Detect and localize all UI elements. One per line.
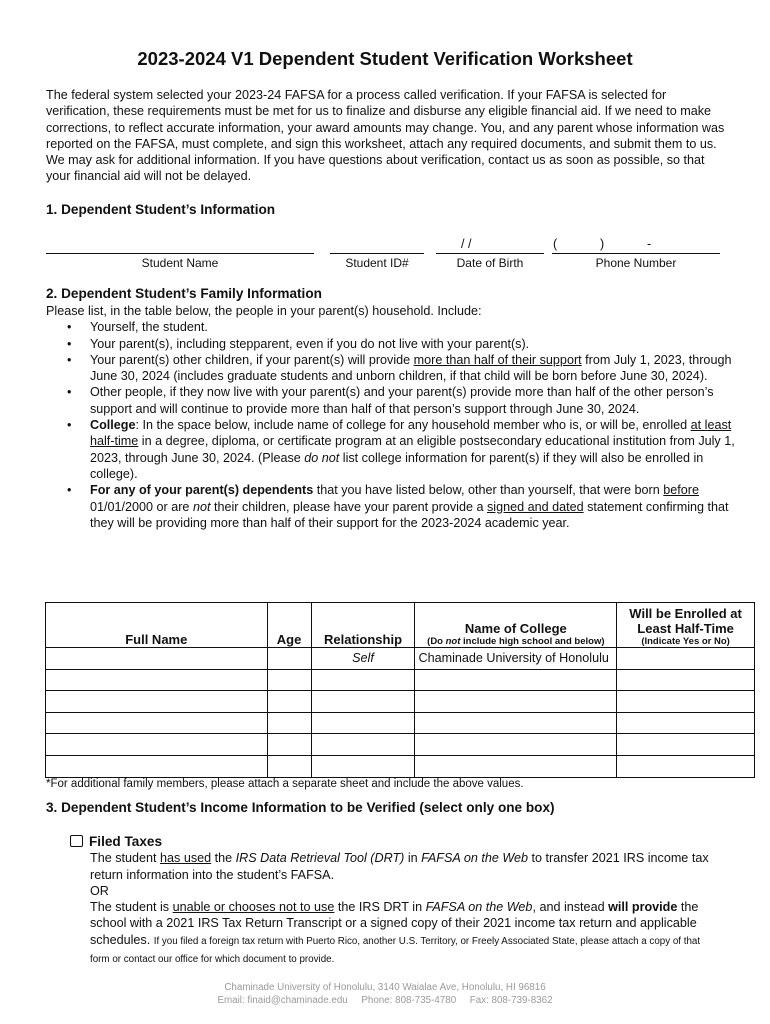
phone-mask-dash: - — [647, 237, 652, 251]
section-3-heading: 3. Dependent Student’s Income Information to be Verified (select only one box) — [46, 800, 555, 815]
family-info-lead: Please list, in the table below, the people in your parent(s) household. Include: — [46, 304, 482, 318]
footer-contact: Email: finaid@chaminade.edu Phone: 808-735-4780 Fax: 808-739-8362 — [217, 994, 553, 1006]
cell-college[interactable] — [415, 734, 617, 756]
cell-college[interactable] — [415, 712, 617, 734]
header-enrolled: Will be Enrolled at Least Half-Time (Indicate Yes or No) — [617, 603, 755, 648]
filed-taxes-label: Filed Taxes — [89, 834, 163, 849]
include-list — [46, 319, 736, 531]
phone-mask-open: ( — [553, 237, 558, 251]
or-text: OR — [90, 883, 109, 898]
family-info-instructions — [46, 303, 736, 531]
table-row — [46, 712, 755, 734]
cell-relationship[interactable] — [311, 669, 415, 691]
cell-age[interactable] — [267, 691, 311, 713]
cell-age[interactable] — [267, 648, 311, 670]
footer-address: Chaminade University of Honolulu, 3140 Waialae Ave, Honolulu, HI 96816 — [224, 982, 546, 993]
cell-full-name[interactable] — [46, 734, 268, 756]
page-footer — [0, 982, 770, 1007]
header-full-name: Full Name — [46, 603, 268, 648]
table-header-row — [46, 603, 755, 648]
filed-taxes-option — [70, 834, 710, 968]
section-1-heading: 1. Dependent Student’s Information — [46, 202, 276, 217]
intro-paragraph: The federal system selected your 2023-24 FAFSA for a process called verification. If your FAFSA is selected for verification, these requirements must be met for us to finalize and disburse any eligible financial aid. If we need to make corrections, to reflect accurate information, your award amounts may change. You, and any parent whose information was reported on the FAFSA, must complete, and sign this worksheet, attach any required documents, and submit them to us. We may ask for additional information. If you have questions about verification, contact us as soon as possible, so that your financial aid will not be delayed. — [46, 88, 725, 184]
cell-relationship[interactable] — [311, 712, 415, 734]
household-table — [45, 602, 755, 778]
student-id-field[interactable] — [330, 237, 424, 270]
foreign-tax-note: If you filed a foreign tax return with Puerto Rico, another U.S. Territory, or Freely Associated State, please attach a copy of that form or contact our office for which document to provide. — [90, 935, 701, 966]
cell-college[interactable] — [415, 755, 617, 777]
cell-enrolled[interactable] — [617, 648, 755, 670]
cell-full-name[interactable] — [46, 648, 268, 670]
cell-enrolled[interactable] — [617, 669, 755, 691]
phone-number-caption: Phone Number — [595, 256, 677, 270]
header-age: Age — [267, 603, 311, 648]
table-row — [46, 755, 755, 777]
cell-relationship[interactable] — [311, 691, 415, 713]
cell-college[interactable] — [415, 669, 617, 691]
cell-enrolled[interactable] — [617, 734, 755, 756]
cell-full-name[interactable] — [46, 691, 268, 713]
cell-enrolled[interactable] — [617, 691, 755, 713]
list-item: • Yourself, the student. — [67, 320, 208, 335]
student-id-caption: Student ID# — [345, 256, 409, 270]
filed-taxes-text-2: The student is unable or chooses not to use the IRS DRT in FAFSA on the Web, and instead will provide the school with a 2021 IRS Tax Return Transcript or a signed copy of their 2021 income tax return and applicable schedules. If you filed a foreign tax return with Puerto Rico, another U.S. Territory, or Freely Associated State, please attach a copy of that form or contact our office for which document to provide. — [90, 900, 701, 966]
list-item: • Your parent(s) other children, if your parent(s) will provide more than half of their support from July 1, 2023, through June 30, 2024 (includes graduate students and unborn children, if that child will be born before June 30, 2024). — [67, 352, 732, 384]
date-mask: / / — [461, 237, 472, 251]
header-relationship: Relationship — [311, 603, 415, 648]
cell-age[interactable] — [267, 712, 311, 734]
date-of-birth-caption: Date of Birth — [456, 256, 524, 270]
cell-enrolled[interactable] — [617, 755, 755, 777]
student-name-caption: Student Name — [141, 256, 219, 270]
table-footnote: *For additional family members, please attach a separate sheet and include the above values. — [46, 778, 524, 790]
filed-taxes-text-1: The student has used the IRS Data Retrieval Tool (DRT) in FAFSA on the Web to transfer 2021 IRS income tax return information into the student’s FAFSA. — [90, 851, 709, 882]
cell-college[interactable]: Chaminade University of Honolulu — [415, 648, 617, 670]
section-2-heading: 2. Dependent Student’s Family Information — [46, 286, 322, 301]
cell-enrolled[interactable] — [617, 712, 755, 734]
list-item: • Other people, if they now live with your parent(s) and your parent(s) provide more than half of the other person’s support and will continue to provide more than half of that person’s support through June 30, 2024. — [67, 385, 714, 416]
table-row — [46, 734, 755, 756]
cell-college[interactable] — [415, 691, 617, 713]
cell-full-name[interactable] — [46, 755, 268, 777]
table-row — [46, 648, 755, 670]
header-college-note: (Do not include high school and below) — [427, 636, 605, 647]
date-of-birth-field[interactable] — [436, 237, 544, 270]
list-item: • Your parent(s), including stepparent, even if you do not live with your parent(s). — [67, 336, 530, 351]
cell-relationship[interactable] — [311, 755, 415, 777]
student-info-fields — [46, 237, 726, 277]
filed-taxes-checkbox[interactable] — [70, 835, 83, 847]
cell-age[interactable] — [267, 669, 311, 691]
cell-full-name[interactable] — [46, 669, 268, 691]
student-name-field[interactable] — [46, 237, 314, 270]
phone-mask-close: ) — [600, 237, 605, 251]
phone-number-field[interactable] — [552, 237, 720, 270]
cell-full-name[interactable] — [46, 712, 268, 734]
cell-relationship[interactable]: Self — [311, 648, 415, 670]
list-item: • College: In the space below, include name of college for any household member who is, or will be, enrolled at least half-time in a degree, diploma, or certificate program at an eligible postsecondary educational institution from July 1, 2023, through June 30, 2024. (Please do not list college information for parent(s) if they will also be enrolled in college). — [67, 418, 735, 481]
table-row — [46, 691, 755, 713]
page-title: 2023-2024 V1 Dependent Student Verification Worksheet — [137, 48, 633, 69]
header-college: Name of College (Do not include high school and below) — [415, 603, 617, 648]
cell-age[interactable] — [267, 734, 311, 756]
table-row — [46, 669, 755, 691]
list-item: • For any of your parent(s) dependents that you have listed below, other than yourself, that were born before 01/01/2000 or are not their children, please have your parent provide a signed and dated statement confirming that they will be providing more than half of their support for the 2023-2024 academic year. — [67, 483, 729, 530]
cell-age[interactable] — [267, 755, 311, 777]
cell-relationship[interactable] — [311, 734, 415, 756]
